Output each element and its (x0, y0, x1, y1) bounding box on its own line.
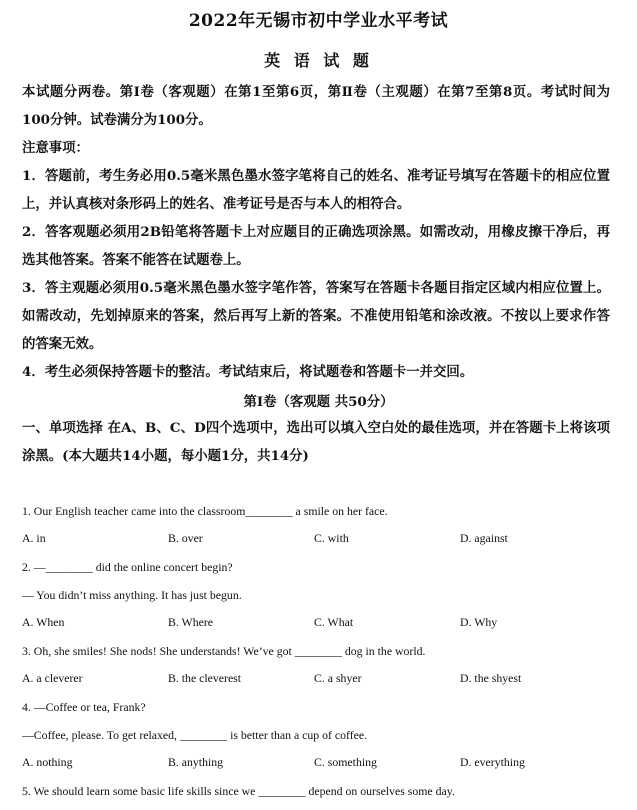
note-item: 4．考生必须保持答题卡的整洁。考试结束后，将试题卷和答题卡一并交回。 (22, 364, 474, 380)
option-a: A. nothing (22, 755, 73, 769)
option-c: C. something (314, 755, 377, 769)
option-a: A. in (22, 531, 46, 545)
option-d: D. against (460, 531, 508, 545)
option-a: A. a cleverer (22, 671, 83, 685)
note-item: 1．答题前，考生务必用0.5毫米黑色墨水签字笔将自己的姓名、准考证号填写在答题卡的相应位置上，并认真核对条形码上的姓名、准考证号是否与本人的相符合。 (22, 168, 610, 212)
option-c: C. What (314, 615, 354, 629)
question-stem-line: —Coffee, please. To get relaxed, ________ is better than a cup of coffee. (22, 728, 368, 742)
option-c: C. with (314, 531, 349, 545)
option-c: C. a shyer (314, 671, 362, 685)
question-options (22, 615, 622, 631)
question-stem: 2. —________ did the online concert begin? (22, 560, 233, 574)
note-item: 2．答客观题必须用2B铅笔将答题卡上对应题目的正确选项涂黑。如需改动，用橡皮擦干净后，再选其他答案。答案不能答在试题卷上。 (22, 224, 610, 268)
notes-heading: 注意事项： (22, 140, 89, 156)
option-b: B. anything (168, 755, 224, 769)
option-b: B. over (168, 531, 203, 545)
question-stem: 4. —Coffee or tea, Frank? (22, 700, 146, 714)
option-d: D. the shyest (460, 671, 522, 685)
question-stem: 5. We should learn some basic life skills since we ________ depend on ourselves some day. (22, 784, 455, 798)
exam-subtitle: 英 语 试 题 (264, 51, 373, 70)
question-stem: 3. Oh, she smiles! She nods! She understands! We’ve got ________ dog in the world. (22, 644, 426, 658)
option-b: B. the cleverest (168, 671, 242, 685)
exam-title: 2022年无锡市初中学业水平考试 (188, 11, 449, 31)
question-stem-line: — You didn’t miss anything. It has just begun. (22, 588, 242, 602)
question-stem: 1. Our English teacher came into the classroom________ a smile on her face. (22, 504, 388, 518)
option-d: D. Why (460, 615, 498, 629)
note-item: 3．答主观题必须用0.5毫米黑色墨水签字笔作答，答案写在答题卡各题目指定区域内相应位置上。如需改动，先划掉原来的答案，然后再写上新的答案。不准使用铅笔和涂改液。不按以上要求作答的答案无效。 (22, 280, 610, 352)
question-options (22, 671, 622, 687)
option-a: A. When (22, 615, 65, 629)
option-b: B. Where (168, 615, 213, 629)
section-heading: 第Ⅰ卷（客观题 共50分） (243, 394, 394, 410)
intro-paragraph: 本试题分两卷。第Ⅰ卷（客观题）在第1至第6页，第Ⅱ卷（主观题）在第7至第8页。考试时间为100分钟。试卷满分为100分。 (22, 84, 610, 128)
option-d: D. everything (460, 755, 525, 769)
question-options (22, 755, 622, 771)
section-instruction: 一、单项选择 在A、B、C、D四个选项中，选出可以填入空白处的最佳选项，并在答题卡上将该项涂黑。(本大题共14小题，每小题1分，共14分) (22, 420, 610, 464)
question-options (22, 531, 622, 547)
